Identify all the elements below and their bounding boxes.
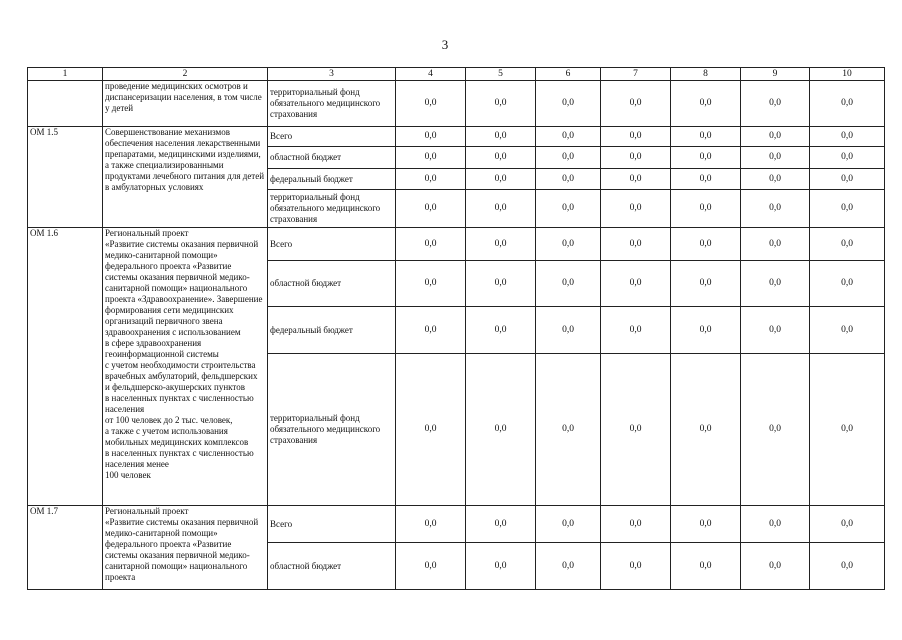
column-header: 6 — [536, 68, 601, 81]
amount-cell: 0,0 — [601, 127, 671, 147]
amount-cell: 0,0 — [396, 190, 466, 228]
amount-cell: 0,0 — [741, 147, 810, 169]
amount-cell: 0,0 — [536, 147, 601, 169]
amount-cell: 0,0 — [396, 354, 466, 506]
amount-cell: 0,0 — [536, 543, 601, 590]
amount-cell: 0,0 — [601, 169, 671, 190]
funding-source: федеральный бюджет — [268, 307, 396, 354]
amount-cell: 0,0 — [536, 127, 601, 147]
amount-cell: 0,0 — [396, 127, 466, 147]
amount-cell: 0,0 — [671, 190, 741, 228]
amount-cell: 0,0 — [810, 127, 885, 147]
amount-cell: 0,0 — [810, 506, 885, 543]
column-header: 5 — [466, 68, 536, 81]
funding-source: федеральный бюджет — [268, 169, 396, 190]
funding-source: областной бюджет — [268, 261, 396, 307]
measure-description: Региональный проект «Развитие системы оказания первичной медико-санитарной помощи» федерального проекта «Развитие системы оказания первичной медико-санитарной помощи» национального проекта «Здравоохранение». Завершение формирования сети медицинских организаций первичного звена здравоохранения с использованием в сфере здравоохранения геоинформационной системы с учетом необходимости строительства врачебных амбулаторий, фельдшерских и фельдшерско-акушерских пунктов в населенных пунктах с численностью населения от 100 человек до 2 тыс. человек, а также с учетом использования мобильных медицинских комплексов в населенных пунктах с численностью населения менее 100 человек — [103, 228, 268, 506]
amount-cell: 0,0 — [810, 147, 885, 169]
table-body — [28, 81, 885, 590]
column-header: 3 — [268, 68, 396, 81]
amount-cell: 0,0 — [536, 228, 601, 261]
amount-cell: 0,0 — [601, 190, 671, 228]
amount-cell: 0,0 — [741, 169, 810, 190]
amount-cell: 0,0 — [810, 81, 885, 127]
amount-cell: 0,0 — [671, 506, 741, 543]
amount-cell: 0,0 — [396, 228, 466, 261]
table-row — [28, 81, 885, 127]
amount-cell: 0,0 — [466, 147, 536, 169]
amount-cell: 0,0 — [396, 307, 466, 354]
measure-description: Совершенствование механизмов обеспечения населения лекарственными препаратами, медицинскими изделиями, а также специализированными продуктами лечебного питания для детей в амбулаторных условиях — [103, 127, 268, 228]
amount-cell: 0,0 — [741, 543, 810, 590]
measure-code — [28, 81, 103, 127]
amount-cell: 0,0 — [601, 354, 671, 506]
measure-description: проведение медицинских осмотров и диспансеризации населения, в том числе у детей — [103, 81, 268, 127]
amount-cell: 0,0 — [536, 81, 601, 127]
funding-source: областной бюджет — [268, 543, 396, 590]
amount-cell: 0,0 — [671, 261, 741, 307]
amount-cell: 0,0 — [466, 261, 536, 307]
table-row — [28, 506, 885, 543]
funding-source: Всего — [268, 506, 396, 543]
amount-cell: 0,0 — [810, 261, 885, 307]
funding-source: Всего — [268, 127, 396, 147]
amount-cell: 0,0 — [601, 261, 671, 307]
amount-cell: 0,0 — [671, 147, 741, 169]
amount-cell: 0,0 — [466, 169, 536, 190]
table-row — [28, 228, 885, 261]
amount-cell: 0,0 — [466, 307, 536, 354]
amount-cell: 0,0 — [536, 307, 601, 354]
amount-cell: 0,0 — [536, 354, 601, 506]
table-row — [28, 127, 885, 147]
measure-code: ОМ 1.6 — [28, 228, 103, 506]
amount-cell: 0,0 — [741, 127, 810, 147]
funding-source: территориальный фонд обязательного медицинского страхования — [268, 354, 396, 506]
measure-description: Региональный проект «Развитие системы оказания первичной медико-санитарной помощи» федерального проекта «Развитие системы оказания первичной медико-санитарной помощи» национального проекта — [103, 506, 268, 590]
amount-cell: 0,0 — [741, 261, 810, 307]
amount-cell: 0,0 — [536, 506, 601, 543]
amount-cell: 0,0 — [466, 81, 536, 127]
amount-cell: 0,0 — [601, 506, 671, 543]
amount-cell: 0,0 — [810, 354, 885, 506]
page-number: 3 — [441, 37, 449, 52]
amount-cell: 0,0 — [810, 169, 885, 190]
amount-cell: 0,0 — [671, 169, 741, 190]
amount-cell: 0,0 — [396, 506, 466, 543]
amount-cell: 0,0 — [601, 228, 671, 261]
measure-code: ОМ 1.5 — [28, 127, 103, 228]
amount-cell: 0,0 — [396, 543, 466, 590]
amount-cell: 0,0 — [671, 543, 741, 590]
amount-cell: 0,0 — [536, 261, 601, 307]
amount-cell: 0,0 — [396, 169, 466, 190]
header-row — [28, 68, 885, 81]
amount-cell: 0,0 — [466, 127, 536, 147]
amount-cell: 0,0 — [536, 190, 601, 228]
budget-table — [27, 67, 885, 590]
amount-cell: 0,0 — [601, 307, 671, 354]
amount-cell: 0,0 — [741, 506, 810, 543]
amount-cell: 0,0 — [466, 228, 536, 261]
column-header: 8 — [671, 68, 741, 81]
amount-cell: 0,0 — [396, 147, 466, 169]
amount-cell: 0,0 — [466, 543, 536, 590]
amount-cell: 0,0 — [810, 190, 885, 228]
amount-cell: 0,0 — [810, 228, 885, 261]
column-header: 2 — [103, 68, 268, 81]
amount-cell: 0,0 — [741, 228, 810, 261]
amount-cell: 0,0 — [741, 81, 810, 127]
column-header: 10 — [810, 68, 885, 81]
column-header: 1 — [28, 68, 103, 81]
amount-cell: 0,0 — [741, 354, 810, 506]
amount-cell: 0,0 — [396, 81, 466, 127]
amount-cell: 0,0 — [536, 169, 601, 190]
funding-source: территориальный фонд обязательного медицинского страхования — [268, 190, 396, 228]
funding-source: территориальный фонд обязательного медицинского страхования — [268, 81, 396, 127]
measure-code: ОМ 1.7 — [28, 506, 103, 590]
amount-cell: 0,0 — [671, 127, 741, 147]
amount-cell: 0,0 — [671, 228, 741, 261]
column-header: 4 — [396, 68, 466, 81]
amount-cell: 0,0 — [601, 543, 671, 590]
funding-source: областной бюджет — [268, 147, 396, 169]
amount-cell: 0,0 — [601, 147, 671, 169]
amount-cell: 0,0 — [810, 307, 885, 354]
amount-cell: 0,0 — [396, 261, 466, 307]
amount-cell: 0,0 — [466, 354, 536, 506]
amount-cell: 0,0 — [741, 307, 810, 354]
amount-cell: 0,0 — [466, 190, 536, 228]
amount-cell: 0,0 — [466, 506, 536, 543]
column-header: 7 — [601, 68, 671, 81]
amount-cell: 0,0 — [671, 354, 741, 506]
column-header: 9 — [741, 68, 810, 81]
amount-cell: 0,0 — [601, 81, 671, 127]
amount-cell: 0,0 — [671, 307, 741, 354]
amount-cell: 0,0 — [671, 81, 741, 127]
amount-cell: 0,0 — [741, 190, 810, 228]
funding-source: Всего — [268, 228, 396, 261]
amount-cell: 0,0 — [810, 543, 885, 590]
